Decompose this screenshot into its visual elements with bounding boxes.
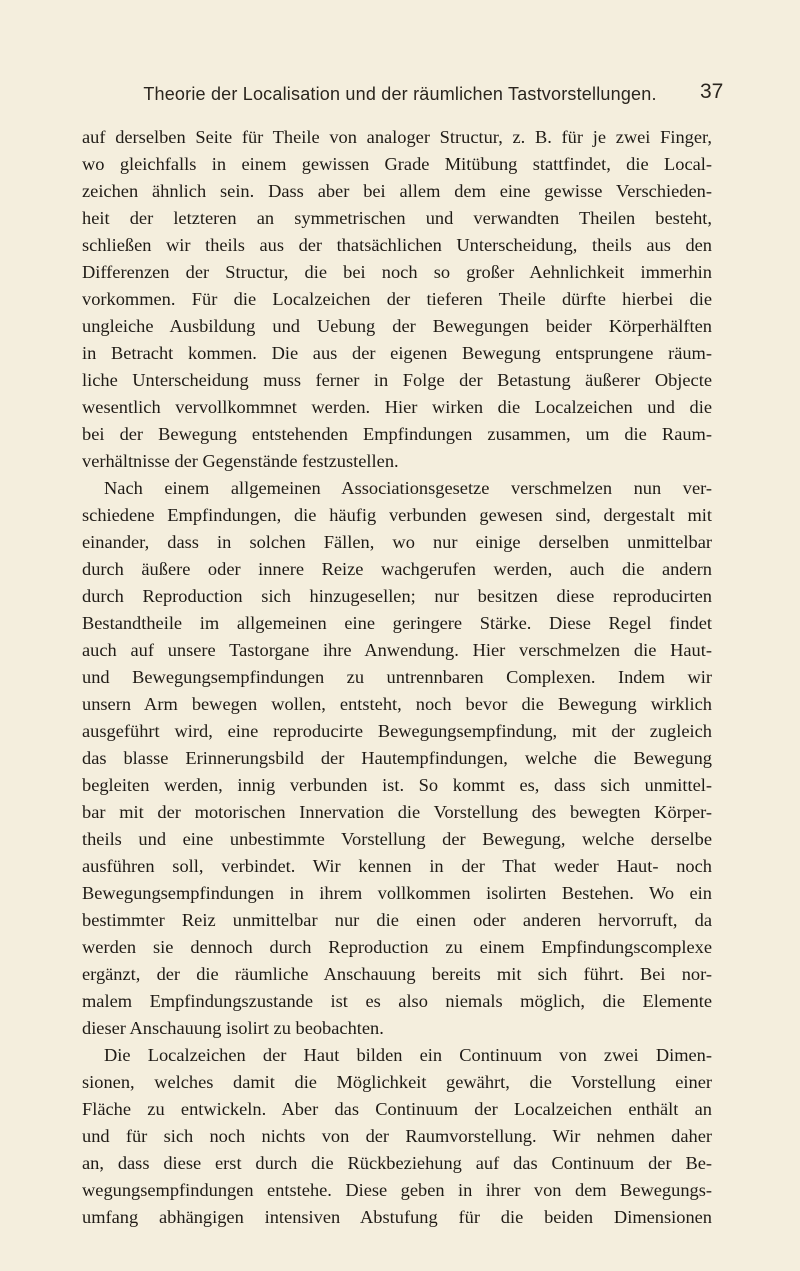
text-line: das blasse Erinnerungsbild der Hautempfindungen, welche die Bewegung — [82, 748, 712, 768]
text-line: durch Reproduction sich hinzugesellen; nur besitzen diese reproducirten — [82, 586, 712, 606]
text-line: an, dass diese erst durch die Rückbeziehung auf das Continuum der Be- — [82, 1153, 712, 1173]
text-line: heit der letzteren an symmetrischen und verwandten Theilen besteht, — [82, 208, 712, 228]
text-line: schließen wir theils aus der thatsächlichen Unterscheidung, theils aus den — [82, 235, 712, 255]
text-line: Bestandtheile im allgemeinen eine geringere Stärke. Diese Regel findet — [82, 613, 712, 633]
page-header — [0, 80, 800, 114]
text-line: ergänzt, der die räumliche Anschauung bereits mit sich führt. Bei nor- — [82, 964, 712, 984]
text-line: auf derselben Seite für Theile von analoger Structur, z. B. für je zwei Finger, — [82, 127, 712, 147]
text-line: in Betracht kommen. Die aus der eigenen Bewegung entsprungene räum- — [82, 343, 712, 363]
text-line: und Bewegungsempfindungen zu untrennbaren Complexen. Indem wir — [82, 667, 712, 687]
text-line: sionen, welches damit die Möglichkeit gewährt, die Vorstellung einer — [82, 1072, 712, 1092]
text-line: umfang abhängigen intensiven Abstufung für die beiden Dimensionen — [82, 1207, 712, 1227]
text-line: Differenzen der Structur, die bei noch so großer Aehnlichkeit immerhin — [82, 262, 712, 282]
text-line: werden sie dennoch durch Reproduction zu einem Empfindungscomplexe — [82, 937, 712, 957]
text-line: wo gleichfalls in einem gewissen Grade Mitübung stattfindet, die Local- — [82, 154, 712, 174]
text-line: Bewegungsempfindungen in ihrem vollkommen isolirten Bestehen. Wo ein — [82, 883, 712, 903]
text-line: durch äußere oder innere Reize wachgerufen werden, auch die andern — [82, 559, 712, 579]
text-line: schiedene Empfindungen, die häufig verbunden gewesen sind, dergestalt mit — [82, 505, 712, 525]
text-line: verhältnisse der Gegenstände festzustellen. — [82, 451, 399, 471]
text-line: bei der Bewegung entstehenden Empfindungen zusammen, um die Raum- — [82, 424, 712, 444]
text-line: ungleiche Ausbildung und Uebung der Bewegungen beider Körperhälften — [82, 316, 712, 336]
text-line: auch auf unsere Tastorgane ihre Anwendung. Hier verschmelzen die Haut- — [82, 640, 712, 660]
text-line: malem Empfindungszustande ist es also niemals möglich, die Elemente — [82, 991, 712, 1011]
text-line: ausführen soll, verbindet. Wir kennen in der That weder Haut- noch — [82, 856, 712, 876]
text-line: unsern Arm bewegen wollen, entsteht, noch bevor die Bewegung wirklich — [82, 694, 712, 714]
text-line: wegungsempfindungen entstehe. Diese geben in ihrer von dem Bewegungs- — [82, 1180, 712, 1200]
text-line: bestimmter Reiz unmittelbar nur die einen oder anderen hervorruft, da — [82, 910, 712, 930]
text-line: zeichen ähnlich sein. Dass aber bei allem dem eine gewisse Verschieden- — [82, 181, 712, 201]
text-line: dieser Anschauung isolirt zu beobachten. — [82, 1018, 384, 1038]
text-line: Die Localzeichen der Haut bilden ein Continuum von zwei Dimen- — [104, 1045, 712, 1065]
text-line: ausgeführt wird, eine reproducirte Bewegungsempfindung, mit der zugleich — [82, 721, 712, 741]
page-number: 37 — [700, 80, 724, 103]
text-line: begleiten werden, innig verbunden ist. So kommt es, dass sich unmittel- — [82, 775, 712, 795]
running-head: Theorie der Localisation und der räumlichen Tastvorstellungen. — [143, 84, 657, 104]
text-line: liche Unterscheidung muss ferner in Folge der Betastung äußerer Objecte — [82, 370, 712, 390]
text-line: und für sich noch nichts von der Raumvorstellung. Wir nehmen daher — [82, 1126, 712, 1146]
text-line: Fläche zu entwickeln. Aber das Continuum der Localzeichen enthält an — [82, 1099, 712, 1119]
text-line: einander, dass in solchen Fällen, wo nur einige derselben unmittelbar — [82, 532, 712, 552]
text-line: Nach einem allgemeinen Associationsgesetze verschmelzen nun ver- — [104, 478, 712, 498]
body-text — [82, 124, 712, 1231]
text-line: bar mit der motorischen Innervation die Vorstellung des bewegten Körper- — [82, 802, 712, 822]
text-line: wesentlich vervollkommnet werden. Hier wirken die Localzeichen und die — [82, 397, 712, 417]
text-line: vorkommen. Für die Localzeichen der tieferen Theile dürfte hierbei die — [82, 289, 712, 309]
text-line: theils und eine unbestimmte Vorstellung der Bewegung, welche derselbe — [82, 829, 712, 849]
